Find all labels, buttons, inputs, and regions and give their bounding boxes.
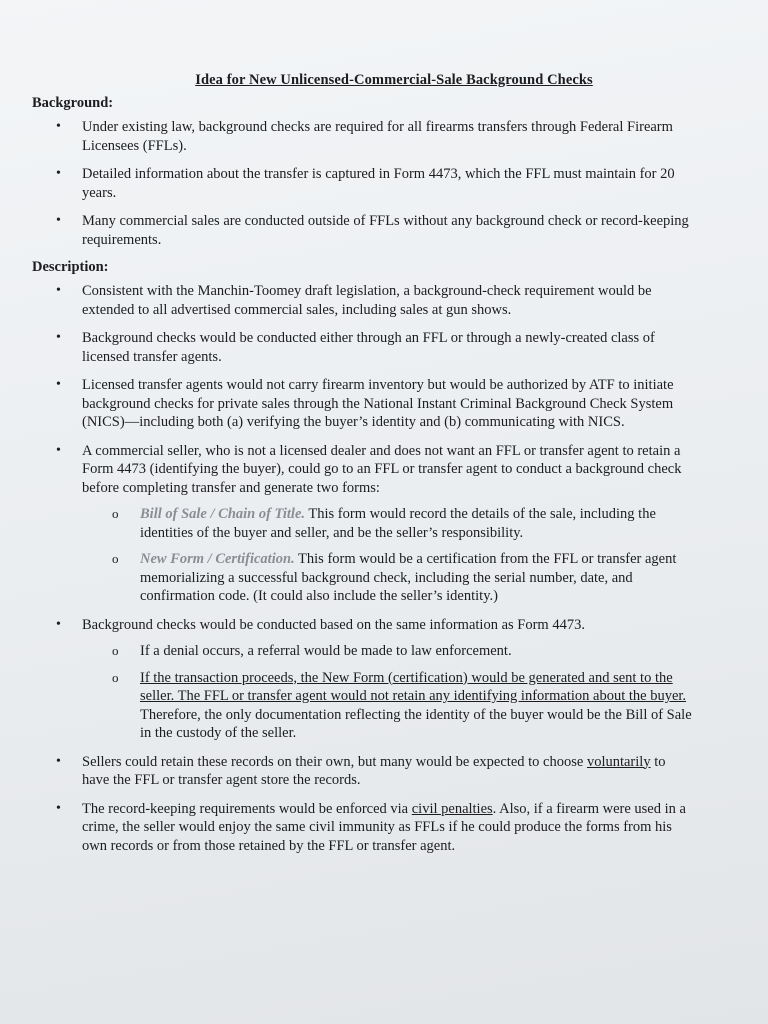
sub-item-transaction xyxy=(82,669,696,743)
document-title: Idea for New Unlicensed-Commercial-Sale Background Checks xyxy=(195,72,593,88)
description-item: • Background checks would be conducted either through an FFL or through a newly-created class of licensed transfer agents. xyxy=(32,329,696,366)
description-item: • Consistent with the Manchin-Toomey draft legislation, a background-check requirement would be extended to all advertised commercial sales, including sales at gun shows. xyxy=(32,282,696,319)
description-item xyxy=(32,753,696,790)
sub-item-denial: o If a denial occurs, a referral would be made to law enforcement. xyxy=(82,642,696,661)
description-item xyxy=(32,442,696,606)
check-sublist xyxy=(82,642,696,743)
description-item: • Licensed transfer agents would not carry firearm inventory but would be authorized by ATF to initiate background checks for private sales through the National Instant Criminal Background Check System (NICS)—including both (a) verifying the buyer’s identity and (b) communicating with NICS. xyxy=(32,376,696,432)
underlined-word: voluntarily xyxy=(586,753,651,770)
item-text: The record-keeping requirements would be enforced via xyxy=(82,800,412,817)
description-item-text: Background checks would be conducted based on the same information as Form 4473. xyxy=(82,616,585,633)
background-item: • Detailed information about the transfer is captured in Form 4473, which the FFL must maintain for 20 years. xyxy=(32,165,696,202)
item-text: . Also, if a firearm were used in a crime, the seller would enjoy the same civil immunity as FFLs if he could produce the forms from his own records or from those retained by the FFL or transfer agent. xyxy=(82,800,686,854)
sub-item-label: New Form / Certification. xyxy=(140,551,295,567)
item-text: to have the FFL or transfer agent store the records. xyxy=(82,753,666,788)
sub-item-bill-of-sale xyxy=(82,505,696,542)
background-list xyxy=(32,118,696,249)
description-item xyxy=(32,800,696,856)
underlined-word: civil penalties xyxy=(411,800,493,817)
description-item-text: A commercial seller, who is not a licensed dealer and does not want an FFL or transfer agent to retain a Form 4473 (identifying the buyer), could go to an FFL or transfer agent to conduct a background check before completing transfer and generate two forms: xyxy=(82,442,682,496)
sub-item-label: Bill of Sale / Chain of Title. xyxy=(140,506,306,522)
sub-item-text: This form would record the details of the sale, including the identities of the buyer and seller, and be the seller’s responsibility. xyxy=(140,506,656,541)
background-item: • Many commercial sales are conducted outside of FFLs without any background check or record-keeping requirements. xyxy=(32,212,696,249)
sub-item-underlined-text: If the transaction proceeds, the New Form (certification) would be generated and sent to the seller. The FFL or transfer agent would not retain any identifying information about the buyer. xyxy=(140,669,687,704)
background-item: • Under existing law, background checks are required for all firearms transfers through Federal Firearm Licensees (FFLs). xyxy=(32,118,696,155)
forms-sublist xyxy=(82,505,696,606)
description-heading: Description: xyxy=(32,259,109,275)
sub-item-new-form xyxy=(82,550,696,606)
item-text: Sellers could retain these records on their own, but many would be expected to choose xyxy=(82,753,587,770)
background-heading: Background: xyxy=(32,95,114,111)
description-list xyxy=(32,282,696,855)
sub-item-text: Therefore, the only documentation reflecting the identity of the buyer would be the Bill of Sale in the custody of the seller. xyxy=(140,706,692,741)
description-item xyxy=(32,616,696,743)
sub-item-text: This form would be a certification from the FFL or transfer agent memorializing a successful background check, including the serial number, date, and confirmation code. (It could also include the seller’s identity.) xyxy=(140,551,677,604)
